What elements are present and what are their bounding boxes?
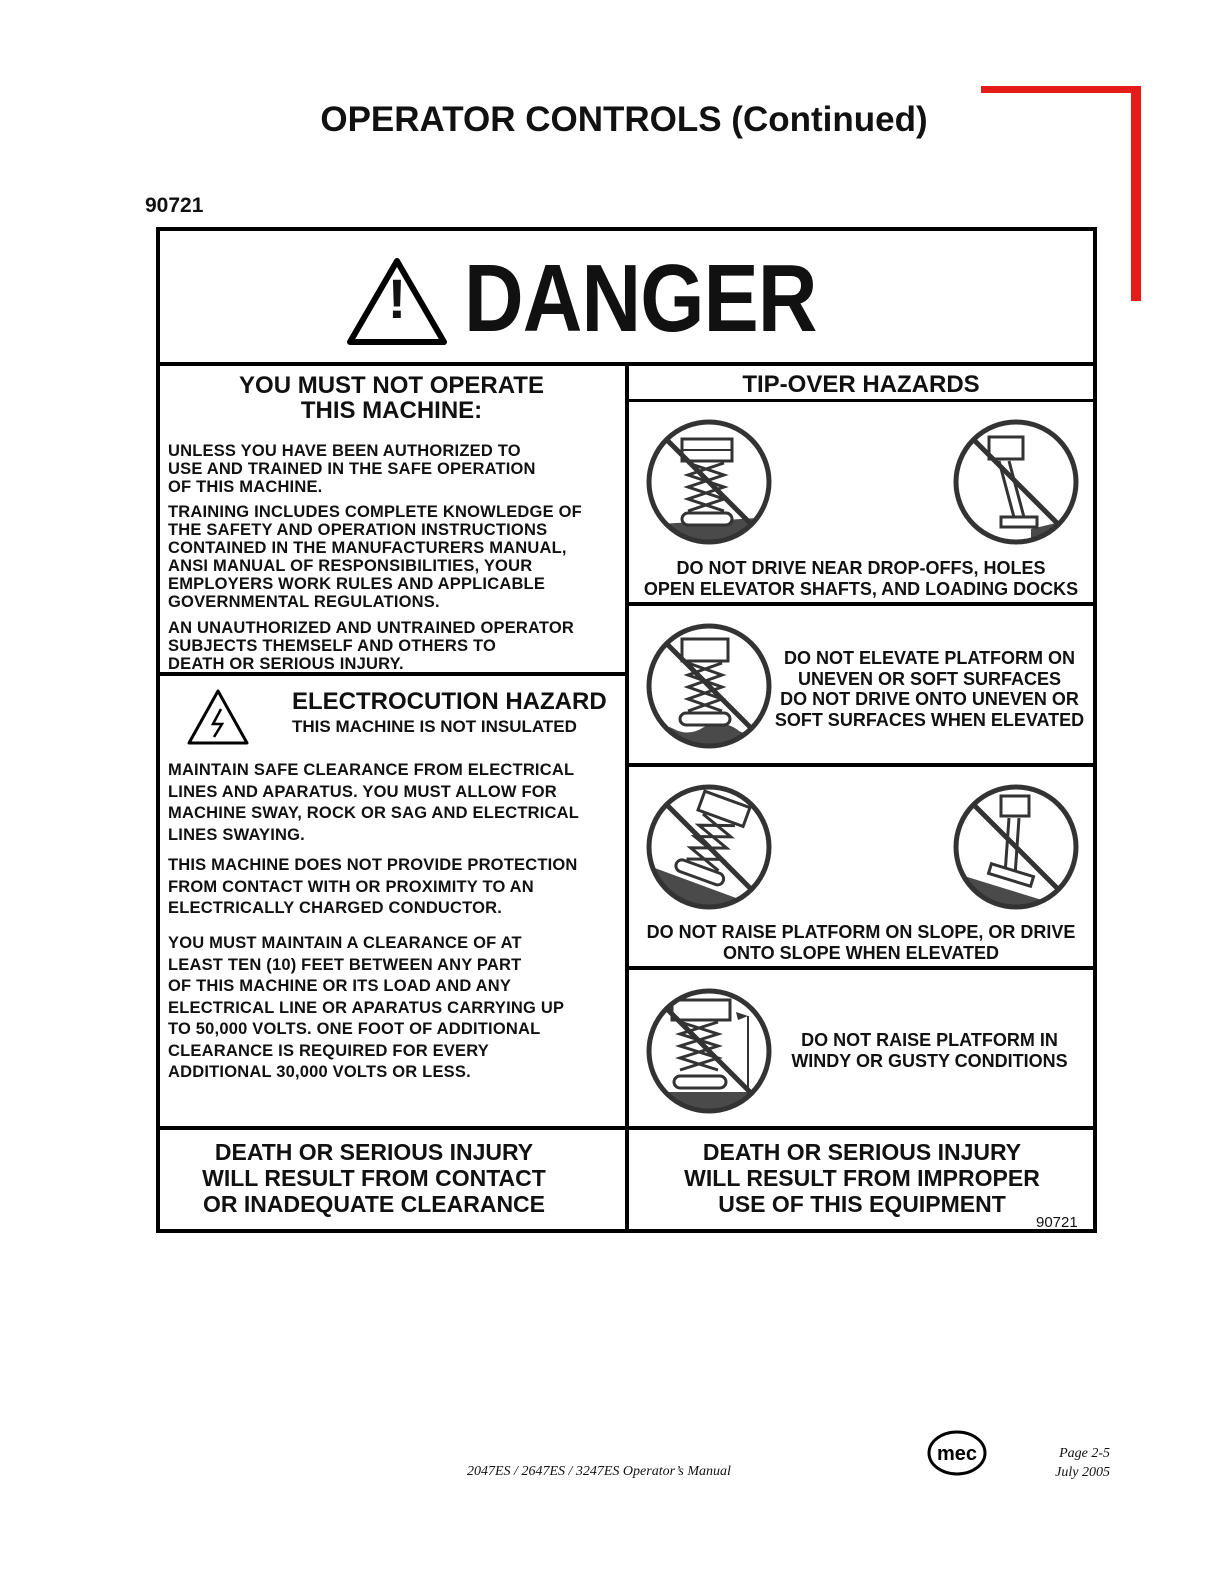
danger-decal bbox=[156, 227, 1097, 1233]
drop-off-tipping-prohibited-icon bbox=[951, 417, 1081, 547]
electrocution-subtitle: THIS MACHINE IS NOT INSULATED bbox=[292, 717, 577, 736]
uneven-surface-caption: DO NOT ELEVATE PLATFORM ON UNEVEN OR SOFT SURFACES DO NOT DRIVE ONTO UNEVEN OR SOFT SURFACES WHEN ELEVATED bbox=[774, 648, 1085, 730]
drop-off-caption: DO NOT DRIVE NEAR DROP-OFFS, HOLES OPEN ELEVATOR SHAFTS, AND LOADING DOCKS bbox=[643, 558, 1079, 599]
signal-word: DANGER bbox=[464, 245, 817, 352]
clearance-paragraph: MAINTAIN SAFE CLEARANCE FROM ELECTRICAL LINES AND APARATUS. YOU MUST ALLOW FOR MACHINE SWAY, ROCK OR SAG AND ELECTRICAL LINES SWAYING. bbox=[168, 761, 580, 844]
slope-tipping-prohibited-icon bbox=[951, 782, 1081, 912]
decal-part-number: 90721 bbox=[1036, 1214, 1078, 1231]
decal-divider bbox=[629, 399, 1093, 402]
left-footer-warning: DEATH OR SERIOUS INJURY WILL RESULT FROM CONTACT OR INADEQUATE CLEARANCE bbox=[202, 1139, 546, 1217]
decal-divider bbox=[160, 1126, 1093, 1130]
uneven-surface-prohibited-icon bbox=[644, 621, 774, 751]
page-info bbox=[1010, 1444, 1110, 1482]
electrocution-title: ELECTROCUTION HAZARD bbox=[292, 688, 607, 715]
section-tab-marker-edge bbox=[1131, 86, 1141, 301]
protection-paragraph: THIS MACHINE DOES NOT PROVIDE PROTECTION FROM CONTACT WITH OR PROXIMITY TO AN ELECTRICALLY CHARGED CONDUCTOR. bbox=[168, 856, 578, 917]
unauthorized-paragraph: AN UNAUTHORIZED AND UNTRAINED OPERATOR SUBJECTS THEMSELF AND OTHERS TO DEATH OR SERIOUS INJURY. bbox=[168, 619, 575, 673]
svg-text:mec: mec bbox=[936, 1443, 978, 1465]
decal-divider bbox=[629, 966, 1093, 970]
slope-prohibited-icon bbox=[644, 782, 774, 912]
decal-divider bbox=[629, 602, 1093, 606]
decal-divider bbox=[629, 763, 1093, 767]
page-date: July 2005 bbox=[1055, 1465, 1110, 1480]
training-paragraph: TRAINING INCLUDES COMPLETE KNOWLEDGE OF THE SAFETY AND OPERATION INSTRUCTIONS CONTAINED IN THE MANUFACTURERS MANUAL, ANSI MANUAL OF RESPONSIBILITIES, YOUR EMPLOYERS WORK RULES AND APPLICABLE GOVERNMENTAL REGULATIONS. bbox=[168, 503, 582, 611]
left-header: YOU MUST NOT OPERATE THIS MACHINE: bbox=[239, 372, 544, 424]
mec-logo-icon bbox=[926, 1429, 988, 1477]
manual-title: 2047ES / 2647ES / 3247ES Operator’s Manual bbox=[467, 1464, 731, 1479]
electrocution-hazard-icon bbox=[185, 687, 251, 747]
windy-conditions-prohibited-icon bbox=[644, 986, 774, 1116]
distance-paragraph: YOU MUST MAINTAIN A CLEARANCE OF AT LEAST TEN (10) FEET BETWEEN ANY PART OF THIS MACHINE OR ITS LOAD AND ANY ELECTRICAL LINE OR APARATUS CARRYING UP TO 50,000 VOLTS. ONE FOOT OF ADDITIONAL CLEARANCE IS REQUIRED FOR EVERY ADDITIONAL 30,000 VOLTS OR LESS. bbox=[168, 934, 565, 1081]
tip-over-header: TIP-OVER HAZARDS bbox=[742, 371, 980, 398]
authorization-paragraph: UNLESS YOU HAVE BEEN AUTHORIZED TO USE AND TRAINED IN THE SAFE OPERATION OF THIS MACHINE. bbox=[168, 442, 536, 496]
windy-conditions-caption: DO NOT RAISE PLATFORM IN WINDY OR GUSTY CONDITIONS bbox=[791, 1030, 1068, 1071]
warning-exclamation: ! bbox=[387, 267, 407, 330]
page-title: OPERATOR CONTROLS (Continued) bbox=[320, 100, 928, 139]
drop-off-prohibited-icon bbox=[644, 417, 774, 547]
slope-caption: DO NOT RAISE PLATFORM ON SLOPE, OR DRIVE ONTO SLOPE WHEN ELEVATED bbox=[646, 922, 1076, 963]
page-number: Page 2-5 bbox=[1059, 1446, 1110, 1461]
section-tab-marker bbox=[981, 86, 1141, 93]
right-footer-warning: DEATH OR SERIOUS INJURY WILL RESULT FROM IMPROPER USE OF THIS EQUIPMENT bbox=[684, 1139, 1040, 1217]
decal-reference-number: 90721 bbox=[145, 194, 204, 217]
